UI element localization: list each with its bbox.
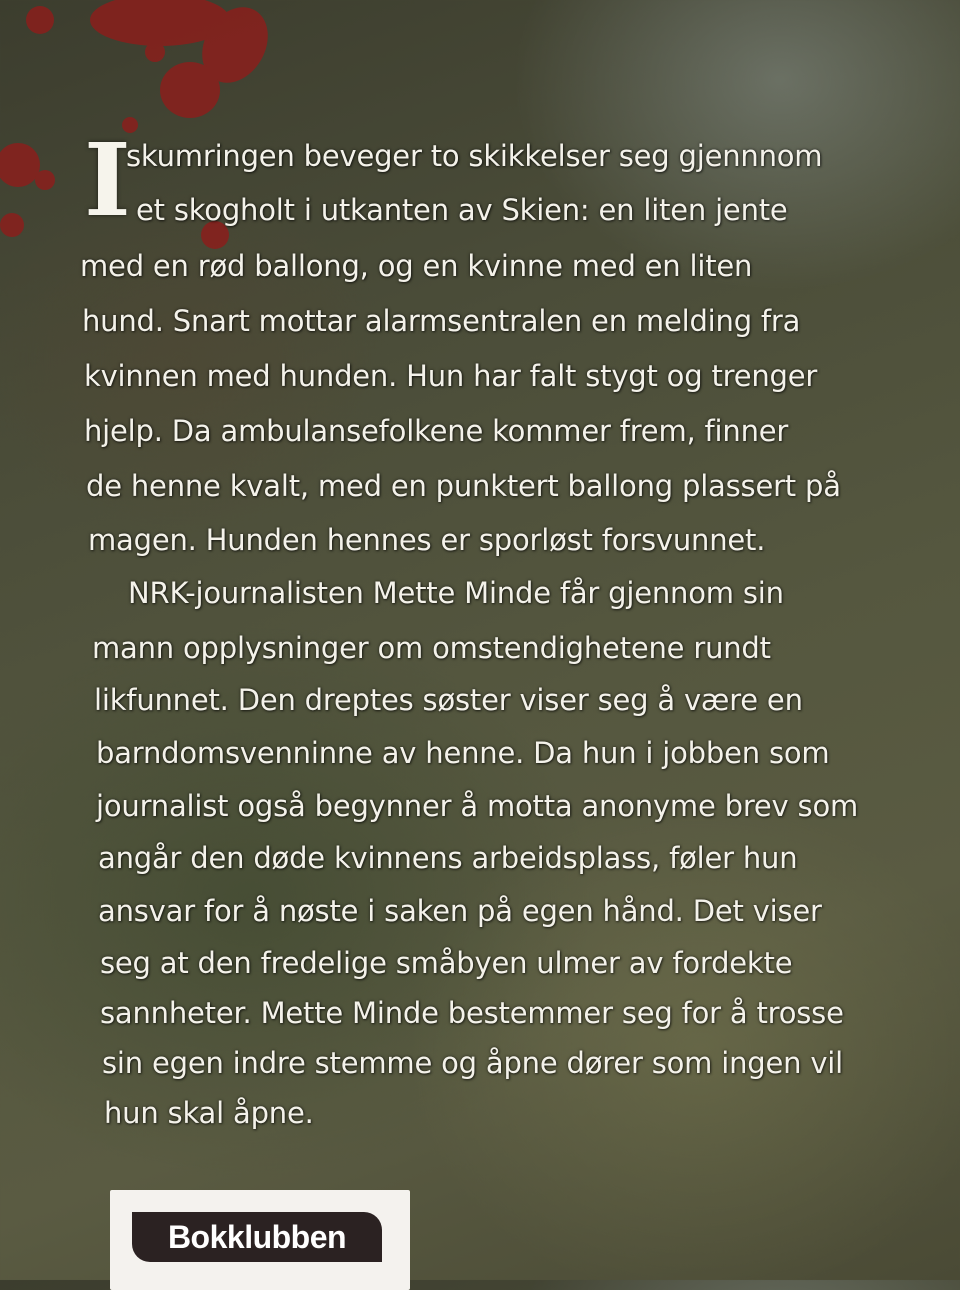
publisher-logo <box>132 1212 382 1262</box>
blurb-line: kvinnen med hunden. Hun har falt stygt og trenger <box>84 359 818 393</box>
blurb-line: likfunnet. Den dreptes søster viser seg å være en <box>94 683 803 717</box>
drop-cap: I <box>84 121 131 239</box>
blurb-line: journalist også begynner å motta anonyme brev som <box>96 789 859 823</box>
blurb-line: ansvar for å nøste i saken på egen hånd. Det viser <box>98 894 822 928</box>
blurb-line: et skogholt i utkanten av Skien: en liten jente <box>136 193 788 227</box>
blurb-line: sannheter. Mette Minde bestemmer seg for å trosse <box>100 996 844 1030</box>
blurb-line: NRK-journalisten Mette Minde får gjennom sin <box>128 576 784 610</box>
blurb-line: barndomsvenninne av henne. Da hun i jobben som <box>96 736 830 770</box>
blurb-line: hjelp. Da ambulansefolkene kommer frem, finner <box>84 414 789 448</box>
blurb-line: magen. Hunden hennes er sporløst forsvunnet. <box>88 523 766 557</box>
blurb-line: mann opplysninger om omstendighetene rundt <box>92 631 771 665</box>
blurb-line: med en rød ballong, og en kvinne med en liten <box>80 249 753 283</box>
blurb-line: sin egen indre stemme og åpne dører som ingen vil <box>102 1046 844 1080</box>
blurb-line: skumringen beveger to skikkelser seg gjennnom <box>126 139 823 173</box>
blurb-line: hund. Snart mottar alarmsentralen en melding fra <box>82 304 801 338</box>
blurb-line: angår den døde kvinnens arbeidsplass, føler hun <box>98 841 798 875</box>
blurb-line: seg at den fredelige småbyen ulmer av fordekte <box>100 946 793 980</box>
blurb-line: hun skal åpne. <box>104 1096 314 1130</box>
publisher-logo-text: Bokklubben <box>167 1219 347 1255</box>
publisher-logo-sticker <box>110 1190 410 1290</box>
blurb-line: de henne kvalt, med en punktert ballong plassert på <box>86 469 841 503</box>
